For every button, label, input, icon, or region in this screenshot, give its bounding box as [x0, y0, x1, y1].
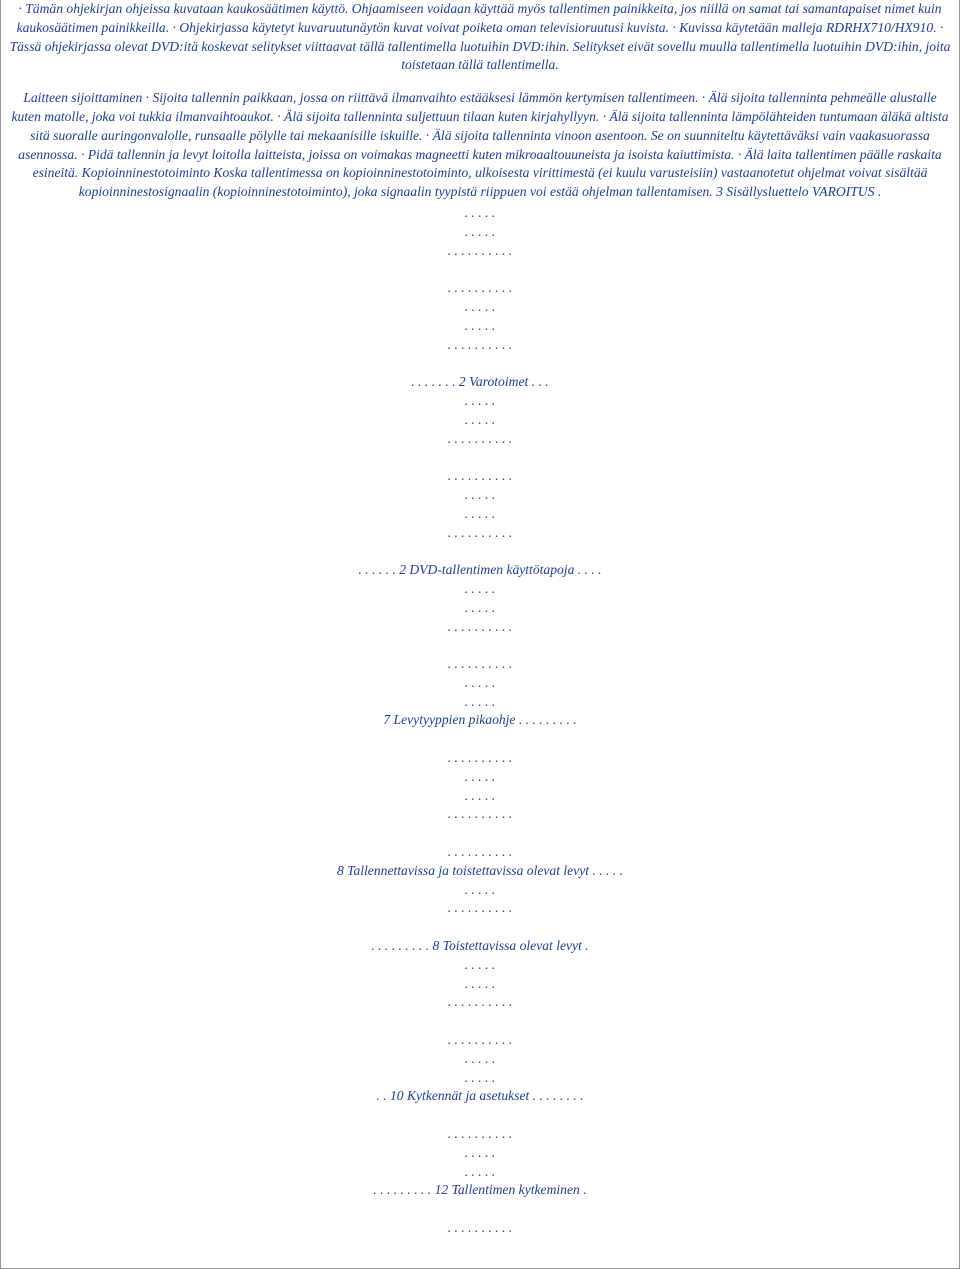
toc-line: . . . . . . . . . . [447, 1032, 513, 1048]
toc-line: . . . . . [464, 223, 496, 239]
toc-line: . . . . . [464, 392, 496, 408]
toc-line: . . . . . . . . . . [447, 280, 513, 296]
toc-line: . . . . . . . . . . [447, 468, 513, 484]
toc-line: . . . . . . . . . . [447, 1220, 513, 1235]
toc-line: . . . . . . . . . . [447, 806, 513, 822]
toc-line: . . . . . . . . . . [447, 242, 513, 258]
toc-line: . . . . . [464, 505, 496, 521]
toc-line: . . . . . [464, 317, 496, 333]
toc-line: . . . . . [464, 486, 496, 502]
toc-gap [1, 354, 959, 373]
toc-gap [1, 730, 959, 749]
toc-line: . . . . . [464, 1163, 496, 1179]
toc-line: . . . . . . . . . . [447, 618, 513, 634]
toc-line: . . . . . . . . . 12 Tallentimen kytkeminen . [373, 1182, 587, 1198]
toc-gap [1, 448, 959, 467]
placement-paragraph: Laitteen sijoittaminen · Sijoita tallennin paikkaan, jossa on riittävä ilmanvaihto estääksesi lämmön kertymisen tallentimeen. · Älä sijoita tallenninta pehmeälle alustalle kuten matolle, joka voi tukkia ilmanvaihtoaukot. · Älä sijoita tallenninta suljettuun tilaan kuten kirjahyllyyn. · Älä sijoita tallenninta lämpölähteiden tuntumaan äläkä altista sitä suoralle auringonvalolle, runsaalle pölylle tai mekaanisille iskuille. · Älä sijoita tallenninta vinoon asentoon. Se on suunniteltu käytettäväksi vain vaakasuorassa asennossa. · Pidä tallennin ja levyt loitolla laitteista, joissa on voimakas magneetti kuten mikroaaltouuneista ja isoista kaiuttimista. · Älä laita tallentimen päälle raskaita esineitä. Kopioinninestotoiminto Koska tallentimessa on kopioinninestotoiminto, ulkoisesta virittimestä (ei kuulu varusteisiin) vastaanotetut ohjelmat voivat sisältää kopioinninestosignaalin (kopioinninestotoiminto), joka signaalin tyypistä riippuen voi estää ohjelman tallentamisen. 3 Sisällysluettelo VAROITUS . [11, 90, 949, 200]
toc-line: . . . . . . 2 DVD-tallentimen käyttötapoja . . . . [358, 562, 602, 578]
toc-line: . . . . . . . . . . [447, 336, 513, 352]
toc-line: . . . . . [464, 204, 496, 220]
toc-line: . . . . . . . . . . [447, 524, 513, 540]
toc-line: . . . . . [464, 1144, 496, 1160]
toc-line: . . . . . [464, 599, 496, 615]
table-of-contents [1, 204, 959, 1238]
toc-line: . . . . . [464, 768, 496, 784]
toc-line: . . . . . [464, 298, 496, 314]
toc-line: . . . . . . . . . . [447, 750, 513, 766]
toc-line: . . . . . . . . . . [447, 900, 513, 916]
toc-gap [1, 918, 959, 937]
toc-line: . . . . . . . 2 Varotoimet . . . [411, 374, 549, 390]
toc-line: . . . . . [464, 1069, 496, 1085]
toc-gap [1, 636, 959, 655]
toc-line: 7 Levytyyppien pikaohje . . . . . . . . . [383, 712, 577, 728]
intro-paragraph: · Tämän ohjekirjan ohjeissa kuvataan kaukosäätimen käyttö. Ohjaamiseen voidaan käyttää myös tallentimen painikkeita, jos niillä on samat tai samantapaiset nimet kuin kaukosäätimen painikkeilla. · Ohjekirjassa käytetyt kuvaruutunäytön kuvat voivat poiketa oman televisioruutusi kuvista. · Kuvissa käytetään malleja RDRHX710/HX910. · Tässä ohjekirjassa olevat DVD:itä koskevat selitykset viittaavat tällä tallentimella luotuihin DVD:ihin. Selitykset eivät sovellu muulla tallentimella luotuihin DVD:ihin, joita toistetaan tällä tallentimella. [9, 1, 951, 73]
toc-line: 8 Tallennettavissa ja toistettavissa olevat levyt . . . . . [336, 862, 624, 878]
toc-line: . . . . . . . . . . [447, 656, 513, 672]
toc-line: . . . . . . . . . . [447, 994, 513, 1010]
toc-gap [1, 260, 959, 279]
toc-line: . . . . . [464, 956, 496, 972]
toc-line: . . 10 Kytkennät ja asetukset . . . . . . . . [376, 1088, 584, 1104]
toc-line: . . . . . [464, 693, 496, 709]
toc-line: . . . . . [464, 674, 496, 690]
toc-gap [1, 824, 959, 843]
toc-line: . . . . . . . . . . [447, 844, 513, 860]
toc-gap [1, 1200, 959, 1219]
toc-gap [1, 1012, 959, 1031]
toc-gap [1, 542, 959, 561]
toc-line: . . . . . [464, 411, 496, 427]
toc-line: . . . . . . . . . . [447, 430, 513, 446]
toc-line: . . . . . . . . . . [447, 1126, 513, 1142]
toc-line: . . . . . . . . . 8 Toistettavissa olevat levyt . [371, 938, 589, 954]
toc-line: . . . . . [464, 580, 496, 596]
toc-line: . . . . . [464, 881, 496, 897]
toc-line: . . . . . [464, 787, 496, 803]
toc-line: . . . . . [464, 975, 496, 991]
toc-gap [1, 1106, 959, 1125]
toc-line: . . . . . [464, 1050, 496, 1066]
